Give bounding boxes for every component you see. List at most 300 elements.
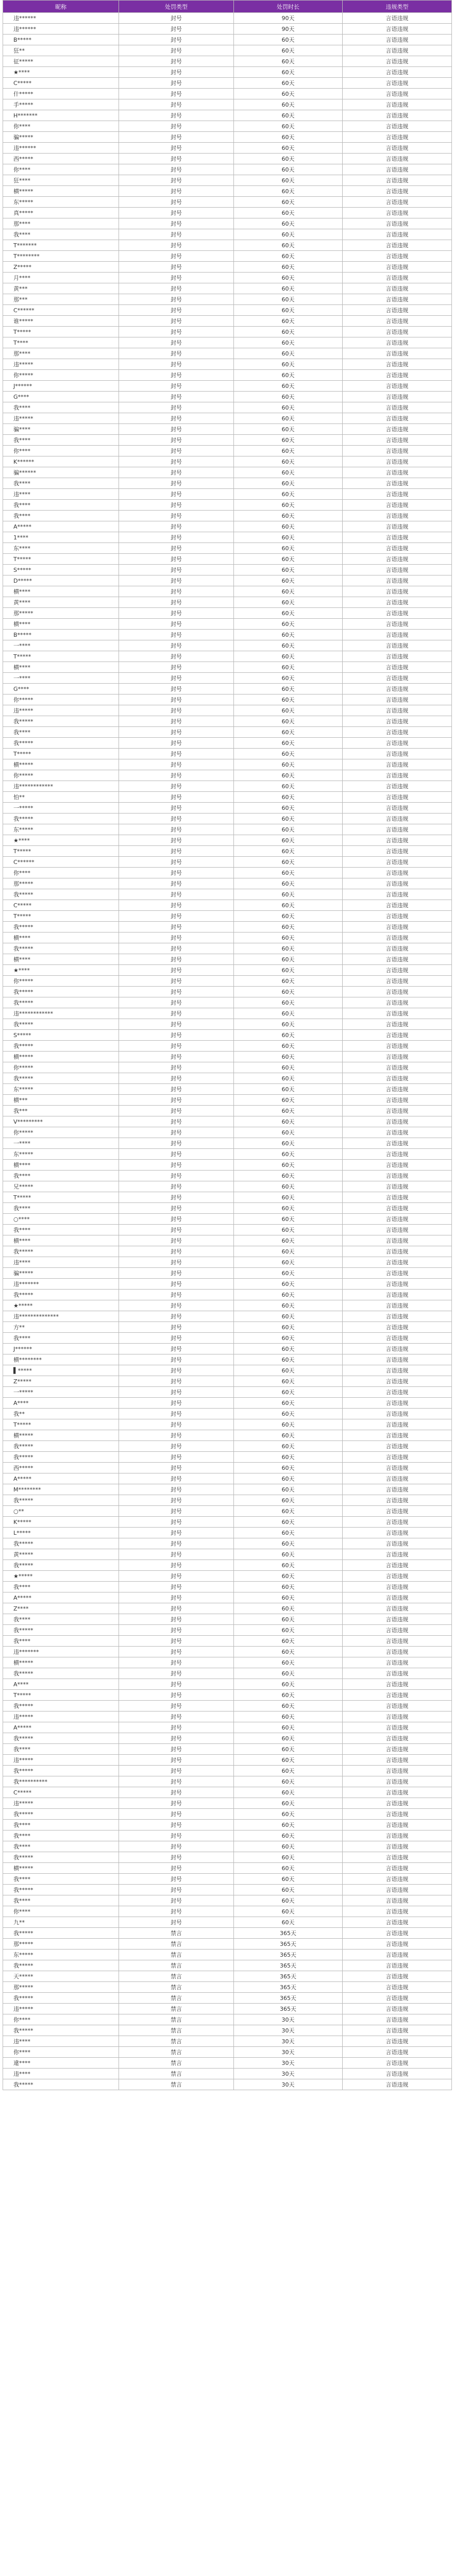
table-row	[3, 1473, 452, 1484]
header-row	[3, 1, 452, 13]
table-row	[3, 370, 452, 381]
table-row	[3, 673, 452, 684]
table-row	[3, 976, 452, 987]
violation-type-cell: 言语违规	[343, 24, 452, 35]
penalty-duration-cell: 60天	[234, 933, 343, 943]
nickname-cell: ★****	[3, 965, 119, 976]
penalty-type-cell: 封号	[119, 175, 234, 186]
nickname-cell: ▌*****	[3, 1365, 119, 1376]
violation-type-cell: 言语违规	[343, 738, 452, 749]
table-row	[3, 857, 452, 868]
penalty-type-cell: 封号	[119, 1657, 234, 1668]
violation-type-cell: 言语违规	[343, 67, 452, 78]
table-row	[3, 792, 452, 803]
table-row	[3, 1582, 452, 1592]
violation-type-cell: 言语违规	[343, 1116, 452, 1127]
penalty-duration-cell: 60天	[234, 1657, 343, 1668]
table-row	[3, 543, 452, 554]
penalty-type-cell: 封号	[119, 792, 234, 803]
penalty-duration-cell: 60天	[234, 651, 343, 662]
violation-type-cell: 言语违规	[343, 1711, 452, 1722]
violation-type-cell: 言语违规	[343, 1549, 452, 1560]
violation-type-cell: 言语违规	[343, 273, 452, 283]
penalty-duration-cell: 60天	[234, 1473, 343, 1484]
table-row	[3, 2058, 452, 2069]
penalty-type-cell: 封号	[119, 240, 234, 251]
penalty-type-cell: 封号	[119, 78, 234, 89]
table-row	[3, 1885, 452, 1895]
penalty-type-cell: 封号	[119, 608, 234, 619]
penalty-duration-cell: 60天	[234, 446, 343, 456]
penalty-duration-cell: 60天	[234, 1592, 343, 1603]
penalty-type-cell: 封号	[119, 56, 234, 67]
violation-type-cell: 言语违规	[343, 1030, 452, 1041]
table-row	[3, 608, 452, 619]
violation-type-cell: 言语违规	[343, 1571, 452, 1582]
violation-type-cell: 言语违规	[343, 1235, 452, 1246]
violation-type-cell: 言语违规	[343, 1939, 452, 1950]
violation-type-cell: 言语违规	[343, 781, 452, 792]
penalty-type-cell: 封号	[119, 89, 234, 99]
nickname-cell: 我*****	[3, 1041, 119, 1052]
nickname-cell: 我*****	[3, 2025, 119, 2036]
penalty-type-cell: 禁言	[119, 1939, 234, 1950]
violation-type-cell: 言语违规	[343, 1776, 452, 1787]
penalty-type-cell: 封号	[119, 1528, 234, 1538]
violation-type-cell: 言语违规	[343, 99, 452, 110]
penalty-type-cell: 禁言	[119, 2014, 234, 2025]
penalty-type-cell: 封号	[119, 738, 234, 749]
table-row	[3, 175, 452, 186]
table-row	[3, 435, 452, 446]
penalty-type-cell: 封号	[119, 456, 234, 467]
violation-type-cell: 言语违规	[343, 89, 452, 99]
penalty-duration-cell: 60天	[234, 770, 343, 781]
table-row	[3, 1333, 452, 1344]
nickname-cell: 横****	[3, 954, 119, 965]
penalty-type-cell: 封号	[119, 1571, 234, 1582]
table-row	[3, 89, 452, 99]
table-row	[3, 1257, 452, 1268]
violation-type-cell: 言语违规	[343, 121, 452, 132]
table-row	[3, 554, 452, 565]
nickname-cell: 黄****	[3, 597, 119, 608]
table-row	[3, 1744, 452, 1755]
nickname-cell: B*****	[3, 35, 119, 45]
table-row	[3, 1917, 452, 1928]
penalty-duration-cell: 60天	[234, 1062, 343, 1073]
nickname-cell: T*****	[3, 1690, 119, 1701]
nickname-cell: G****	[3, 684, 119, 694]
table-row	[3, 1603, 452, 1614]
table-row	[3, 1982, 452, 1993]
penalty-duration-cell: 60天	[234, 1257, 343, 1268]
penalty-duration-cell: 60天	[234, 1917, 343, 1928]
nickname-cell: C******	[3, 305, 119, 316]
table-row	[3, 273, 452, 283]
nickname-cell: 我*****	[3, 1452, 119, 1463]
penalty-type-cell: 封号	[119, 1484, 234, 1495]
table-row	[3, 1052, 452, 1062]
nickname-cell: 东*****	[3, 1950, 119, 1960]
violation-type-cell: 言语违规	[343, 976, 452, 987]
violation-type-cell: 言语违规	[343, 1928, 452, 1939]
penalty-duration-cell: 60天	[234, 943, 343, 954]
penalty-duration-cell: 60天	[234, 1160, 343, 1171]
nickname-cell: 西*****	[3, 1463, 119, 1473]
penalty-duration-cell: 60天	[234, 1885, 343, 1895]
table-row	[3, 1030, 452, 1041]
table-row	[3, 218, 452, 229]
penalty-type-cell: 封号	[119, 197, 234, 208]
violation-type-cell: 言语违规	[343, 2058, 452, 2069]
penalty-duration-cell: 60天	[234, 121, 343, 132]
penalty-duration-cell: 60天	[234, 1852, 343, 1863]
table-row	[3, 511, 452, 521]
penalty-type-cell: 禁言	[119, 2058, 234, 2069]
nickname-cell: 一*****	[3, 803, 119, 814]
penalty-type-cell: 封号	[119, 1365, 234, 1376]
nickname-cell: 违*****	[3, 1798, 119, 1809]
penalty-type-cell: 禁言	[119, 2004, 234, 2014]
penalty-duration-cell: 365天	[234, 1928, 343, 1939]
nickname-cell: C*****	[3, 900, 119, 911]
penalty-type-cell: 封号	[119, 1214, 234, 1225]
table-row	[3, 1517, 452, 1528]
violation-type-cell: 言语违规	[343, 348, 452, 359]
table-row	[3, 1701, 452, 1711]
penalty-type-cell: 封号	[119, 467, 234, 478]
table-row	[3, 781, 452, 792]
nickname-cell: 违*****	[3, 705, 119, 716]
violation-type-cell: 言语违规	[343, 900, 452, 911]
nickname-cell: 违************	[3, 781, 119, 792]
nickname-cell: 征*****	[3, 56, 119, 67]
violation-type-cell: 言语违规	[343, 1106, 452, 1116]
nickname-cell: 我*****	[3, 1019, 119, 1030]
violation-type-cell: 言语违规	[343, 662, 452, 673]
table-row	[3, 467, 452, 478]
penalty-duration-cell: 60天	[234, 1387, 343, 1398]
penalty-duration-cell: 60天	[234, 1084, 343, 1095]
penalty-duration-cell: 60天	[234, 749, 343, 759]
nickname-cell: 怕**	[3, 792, 119, 803]
violation-type-cell: 言语违规	[343, 1333, 452, 1344]
penalty-duration-cell: 60天	[234, 922, 343, 933]
violation-type-cell: 言语违规	[343, 305, 452, 316]
table-row	[3, 1441, 452, 1452]
penalty-type-cell: 封号	[119, 835, 234, 846]
table-row	[3, 424, 452, 435]
penalty-duration-cell: 60天	[234, 456, 343, 467]
table-row	[3, 1690, 452, 1701]
nickname-cell: 横****	[3, 662, 119, 673]
penalty-duration-cell: 60天	[234, 1181, 343, 1192]
table-row	[3, 1149, 452, 1160]
table-row	[3, 749, 452, 759]
penalty-type-cell: 封号	[119, 1311, 234, 1322]
nickname-cell: 一****	[3, 1138, 119, 1149]
nickname-cell: 我**	[3, 1409, 119, 1419]
violation-type-cell: 言语违规	[343, 532, 452, 543]
violation-type-cell: 言语违规	[343, 132, 452, 143]
penalty-duration-cell: 60天	[234, 1722, 343, 1733]
penalty-type-cell: 封号	[119, 1679, 234, 1690]
penalty-type-cell: 封号	[119, 478, 234, 489]
nickname-cell: 横*****	[3, 1863, 119, 1874]
penalty-type-cell: 封号	[119, 684, 234, 694]
penalty-duration-cell: 60天	[234, 673, 343, 684]
penalty-type-cell: 封号	[119, 922, 234, 933]
penalty-type-cell: 封号	[119, 229, 234, 240]
violation-type-cell: 言语违规	[343, 218, 452, 229]
penalty-duration-cell: 60天	[234, 781, 343, 792]
table-row	[3, 889, 452, 900]
nickname-cell: A****	[3, 1398, 119, 1409]
penalty-type-cell: 封号	[119, 954, 234, 965]
penalty-type-cell: 封号	[119, 933, 234, 943]
nickname-cell: A*****	[3, 1592, 119, 1603]
violation-type-cell: 言语违规	[343, 1960, 452, 1971]
penalty-duration-cell: 60天	[234, 889, 343, 900]
penalty-duration-cell: 60天	[234, 1679, 343, 1690]
table-row	[3, 1939, 452, 1950]
nickname-cell: ★****	[3, 835, 119, 846]
penalty-type-cell: 封号	[119, 716, 234, 727]
nickname-cell: 手*****	[3, 99, 119, 110]
table-row	[3, 1906, 452, 1917]
penalty-duration-cell: 60天	[234, 1582, 343, 1592]
nickname-cell: C*****	[3, 78, 119, 89]
violation-type-cell: 言语违规	[343, 1192, 452, 1203]
penalty-duration-cell: 90天	[234, 13, 343, 24]
penalty-duration-cell: 60天	[234, 56, 343, 67]
violation-type-cell: 言语违规	[343, 759, 452, 770]
nickname-cell: 九**	[3, 1917, 119, 1928]
nickname-cell: 我*****	[3, 2079, 119, 2090]
penalty-type-cell: 禁言	[119, 2025, 234, 2036]
violation-type-cell: 言语违规	[343, 327, 452, 337]
nickname-cell: 你****	[3, 164, 119, 175]
nickname-cell: 我*****	[3, 1073, 119, 1084]
table-row	[3, 1452, 452, 1463]
penalty-duration-cell: 60天	[234, 392, 343, 402]
table-row	[3, 1008, 452, 1019]
nickname-cell: C******	[3, 857, 119, 868]
violation-type-cell: 言语违规	[343, 1506, 452, 1517]
penalty-duration-cell: 60天	[234, 1571, 343, 1582]
penalty-duration-cell: 365天	[234, 2004, 343, 2014]
table-row	[3, 1755, 452, 1766]
nickname-cell: 狂**	[3, 45, 119, 56]
nickname-cell: 骗******	[3, 467, 119, 478]
violation-type-cell: 言语违规	[343, 1452, 452, 1463]
nickname-cell: 天*****	[3, 1971, 119, 1982]
nickname-cell: 我****	[3, 1614, 119, 1625]
table-row	[3, 132, 452, 143]
table-row	[3, 1019, 452, 1030]
violation-type-cell: 言语违规	[343, 456, 452, 467]
table-row	[3, 1950, 452, 1960]
table-row	[3, 1528, 452, 1538]
penalty-duration-cell: 60天	[234, 1560, 343, 1571]
violation-type-cell: 言语违规	[343, 1971, 452, 1982]
penalty-type-cell: 封号	[119, 878, 234, 889]
table-row	[3, 456, 452, 467]
penalty-duration-cell: 60天	[234, 1484, 343, 1495]
penalty-duration-cell: 60天	[234, 1766, 343, 1776]
penalty-type-cell: 封号	[119, 1387, 234, 1398]
penalty-type-cell: 封号	[119, 1809, 234, 1820]
penalty-duration-cell: 60天	[234, 1095, 343, 1106]
penalty-type-cell: 封号	[119, 1538, 234, 1549]
nickname-cell: 违**************	[3, 1311, 119, 1322]
penalty-duration-cell: 60天	[234, 1625, 343, 1636]
nickname-cell: T*****	[3, 846, 119, 857]
penalty-duration-cell: 60天	[234, 348, 343, 359]
nickname-cell: 你*****	[3, 770, 119, 781]
penalty-type-cell: 封号	[119, 824, 234, 835]
penalty-type-cell: 封号	[119, 24, 234, 35]
penalty-type-cell: 封号	[119, 1290, 234, 1300]
table-row	[3, 327, 452, 337]
penalty-duration-cell: 60天	[234, 565, 343, 575]
penalty-type-cell: 封号	[119, 1138, 234, 1149]
penalty-type-cell: 封号	[119, 489, 234, 500]
violation-type-cell: 言语违规	[343, 1744, 452, 1755]
penalty-type-cell: 封号	[119, 1549, 234, 1560]
nickname-cell: 横****	[3, 586, 119, 597]
violation-type-cell: 言语违规	[343, 1647, 452, 1657]
penalty-type-cell: 封号	[119, 1668, 234, 1679]
penalty-type-cell: 封号	[119, 770, 234, 781]
nickname-cell: 违******	[3, 13, 119, 24]
violation-type-cell: 言语违规	[343, 1409, 452, 1419]
table-row	[3, 2004, 452, 2014]
penalty-type-cell: 封号	[119, 154, 234, 164]
penalty-type-cell: 封号	[119, 1333, 234, 1344]
penalty-duration-cell: 60天	[234, 575, 343, 586]
nickname-cell: 骗****	[3, 424, 119, 435]
penalty-type-cell: 封号	[119, 327, 234, 337]
nickname-cell: 我**********	[3, 1776, 119, 1787]
nickname-cell: 违******	[3, 24, 119, 35]
table-row	[3, 630, 452, 640]
penalty-type-cell: 封号	[119, 1116, 234, 1127]
nickname-cell: 我****	[3, 1203, 119, 1214]
nickname-cell: 你****	[3, 868, 119, 878]
penalty-type-cell: 封号	[119, 1917, 234, 1928]
table-row	[3, 814, 452, 824]
table-row	[3, 770, 452, 781]
nickname-cell: T*****	[3, 911, 119, 922]
penalty-type-cell: 封号	[119, 1874, 234, 1885]
penalty-type-cell: 封号	[119, 392, 234, 402]
violation-type-cell: 言语违规	[343, 392, 452, 402]
table-row	[3, 933, 452, 943]
penalty-type-cell: 封号	[119, 121, 234, 132]
penalty-type-cell: 封号	[119, 1820, 234, 1831]
violation-type-cell: 言语违规	[343, 565, 452, 575]
nickname-cell: 违************	[3, 1008, 119, 1019]
penalty-duration-cell: 60天	[234, 792, 343, 803]
nickname-cell: 黄***	[3, 283, 119, 294]
table-row	[3, 1365, 452, 1376]
penalty-type-cell: 封号	[119, 359, 234, 370]
nickname-cell: 我****	[3, 1171, 119, 1181]
table-row	[3, 705, 452, 716]
penalty-duration-cell: 60天	[234, 1235, 343, 1246]
penalty-type-cell: 封号	[119, 1062, 234, 1073]
penalty-type-cell: 封号	[119, 1041, 234, 1052]
table-row	[3, 154, 452, 164]
nickname-cell: 东*****	[3, 197, 119, 208]
penalty-type-cell: 封号	[119, 316, 234, 327]
violation-type-cell: 言语违规	[343, 1365, 452, 1376]
violation-type-cell: 言语违规	[343, 500, 452, 511]
penalty-type-cell: 封号	[119, 413, 234, 424]
penalty-duration-cell: 60天	[234, 1398, 343, 1409]
table-row	[3, 240, 452, 251]
penalty-duration-cell: 60天	[234, 467, 343, 478]
penalty-type-cell: 封号	[119, 1614, 234, 1625]
nickname-cell: 我****	[3, 1841, 119, 1852]
table-row	[3, 846, 452, 857]
table-row	[3, 45, 452, 56]
violation-type-cell: 言语违规	[343, 1354, 452, 1365]
penalty-duration-cell: 60天	[234, 976, 343, 987]
violation-type-cell: 言语违规	[343, 846, 452, 857]
table-row	[3, 1636, 452, 1647]
penalty-type-cell: 封号	[119, 1246, 234, 1257]
table-row	[3, 1614, 452, 1625]
violation-type-cell: 言语违规	[343, 381, 452, 392]
penalty-type-cell: 封号	[119, 273, 234, 283]
violation-type-cell: 言语违规	[343, 1376, 452, 1387]
violation-type-cell: 言语违规	[343, 597, 452, 608]
table-row	[3, 1928, 452, 1939]
table-row	[3, 164, 452, 175]
penalty-duration-cell: 60天	[234, 1690, 343, 1701]
table-row	[3, 2014, 452, 2025]
penalty-duration-cell: 60天	[234, 1517, 343, 1528]
violation-type-cell: 言语违规	[343, 1733, 452, 1744]
nickname-cell: T*****	[3, 327, 119, 337]
nickname-cell: 我*****	[3, 889, 119, 900]
penalty-duration-cell: 60天	[234, 814, 343, 824]
violation-type-cell: 言语违规	[343, 727, 452, 738]
penalty-duration-cell: 30天	[234, 2036, 343, 2047]
violation-type-cell: 言语违规	[343, 803, 452, 814]
penalty-type-cell: 封号	[119, 186, 234, 197]
table-row	[3, 1290, 452, 1300]
violation-type-cell: 言语违规	[343, 1722, 452, 1733]
nickname-cell: 你*****	[3, 694, 119, 705]
violation-type-cell: 言语违规	[343, 1149, 452, 1160]
penalty-duration-cell: 60天	[234, 1409, 343, 1419]
violation-type-cell: 言语违规	[343, 1787, 452, 1798]
header-violation-type: 违规类型	[343, 1, 452, 13]
penalty-duration-cell: 60天	[234, 1495, 343, 1506]
violation-type-cell: 言语违规	[343, 45, 452, 56]
violation-type-cell: 言语违规	[343, 1701, 452, 1711]
penalty-duration-cell: 60天	[234, 640, 343, 651]
table-row	[3, 565, 452, 575]
nickname-cell: G****	[3, 392, 119, 402]
table-row	[3, 1203, 452, 1214]
table-row	[3, 1571, 452, 1582]
nickname-cell: 你*****	[3, 370, 119, 381]
